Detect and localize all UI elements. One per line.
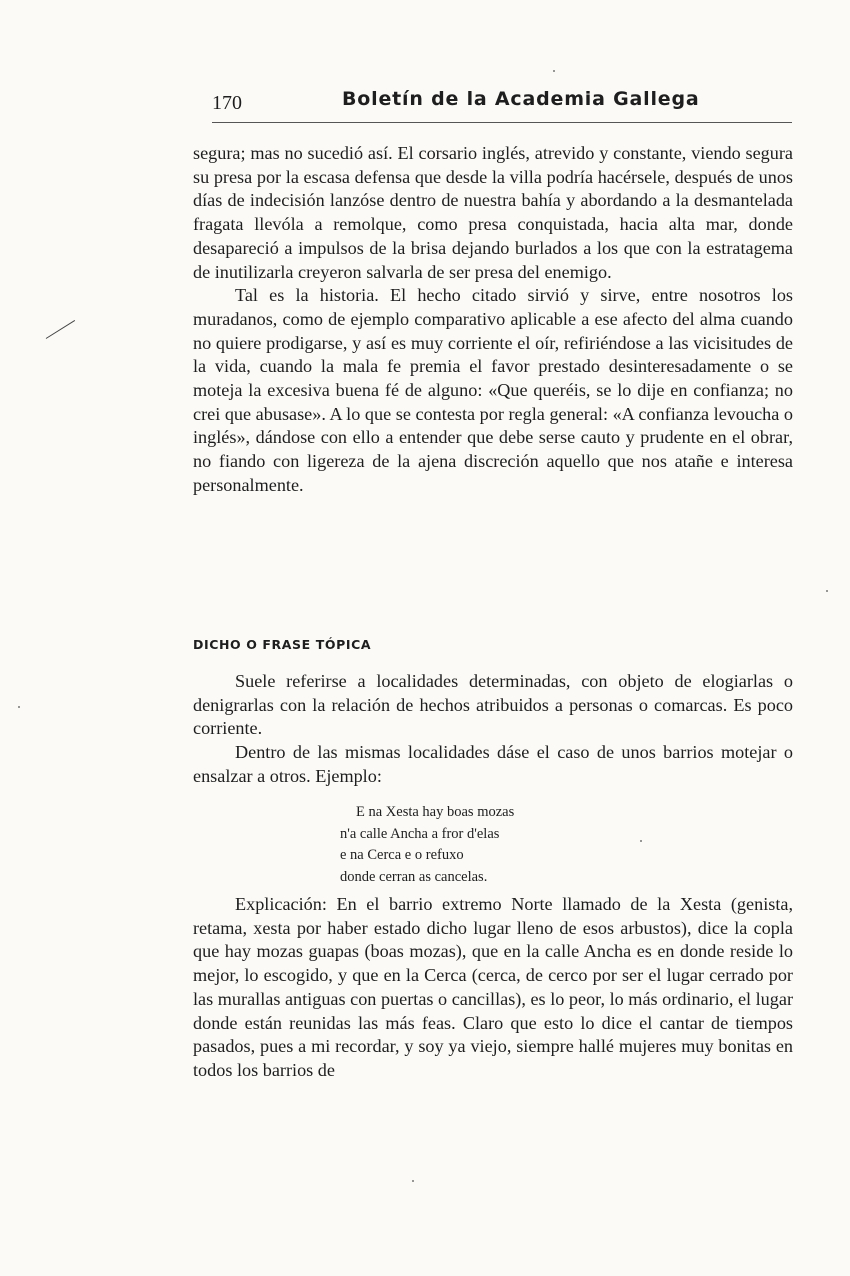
ink-speck (412, 1180, 414, 1182)
paragraph: Tal es la historia. El hecho citado sirvió y sirve, entre nosotros los muradanos, como de ejemplo comparativo aplicable a ese afecto del alma cuando no quiere prodigarse, y así es muy corriente el oír, refiriéndose a las vicisitudes de la vida, cuando la mala fe premia el favor prestado desinteresadamente o se moteja la excesiva buena fé de alguno: «Que queréis, se lo dije en confianza; no crei que abusase». A lo que se contesta por regla general: «A confianza levoucha o inglés», dándose con ello a entender que debe serse cauto y prudente en el obrar, no fiando con ligereza de la ajena discreción aquello que nos atañe e interesa personalmente. (193, 285, 793, 495)
paragraph: Suele referirse a localidades determinadas, con objeto de elogiarlas o denigrarlas con la relación de hechos atribuidos a personas o comarcas. Es poco corriente. (193, 671, 793, 739)
ink-speck (826, 590, 828, 592)
verse-line: n'a calle Ancha a fror d'elas (340, 825, 500, 842)
running-header (212, 88, 792, 123)
verse-line: e na Cerca e o refuxo (340, 847, 464, 863)
ink-speck (640, 840, 642, 842)
paragraph: segura; mas no sucedió así. El corsario inglés, atrevido y constante, viendo segura su presa por la escasa defensa que desde la villa podría hacérsele, después de unos días de indecisión lanzóse dentro de nuestra bahía y abordando a la desmantelada fragata llevóla a remolque, como presa conquistada, hacia alta mar, donde desapareció a impulsos de la brisa dejando burlados a los que con la estratagema de inutilizarla creyeron salvarla de ser presa del enemigo. (193, 143, 793, 282)
page-number: 170 (212, 92, 242, 114)
text-block-top (193, 142, 793, 498)
paragraph: Explicación: En el barrio extremo Norte llamado de la Xesta (genista, retama, xesta por haber estado dicho lugar lleno de esos arbustos), dice la copla que hay mozas guapas (boas mozas), que en la calle Ancha es en donde reside lo mejor, lo escogido, y que en la Cerca (cerca, de cerco por ser el lugar cerrado por las murallas antiguas con puertas o cancillas), es lo peor, lo más ordinario, el lugar donde están reunidas las más feas. Claro que esto lo dice el cantar de tiempos pasados, pues a mi recordar, y soy ya viejo, siempre hallé mujeres muy bonitas en todos los barrios de (193, 894, 793, 1080)
ink-speck (553, 70, 555, 72)
text-block-bottom (193, 893, 793, 1083)
paragraph: Dentro de las mismas localidades dáse el caso de unos barrios motejar o ensalzar a otros. Ejemplo: (193, 742, 793, 786)
verse-line: donde cerran as cancelas. (340, 868, 488, 885)
verse-block (340, 802, 514, 888)
section-heading: DICHO O FRASE TÓPICA (193, 637, 372, 652)
ink-speck (18, 706, 20, 708)
verse-line: E na Xesta hay boas mozas (356, 804, 515, 820)
margin-pencil-mark (46, 320, 75, 339)
journal-title: Boletín de la Academia Gallega (342, 88, 700, 110)
text-block-middle (193, 670, 793, 789)
